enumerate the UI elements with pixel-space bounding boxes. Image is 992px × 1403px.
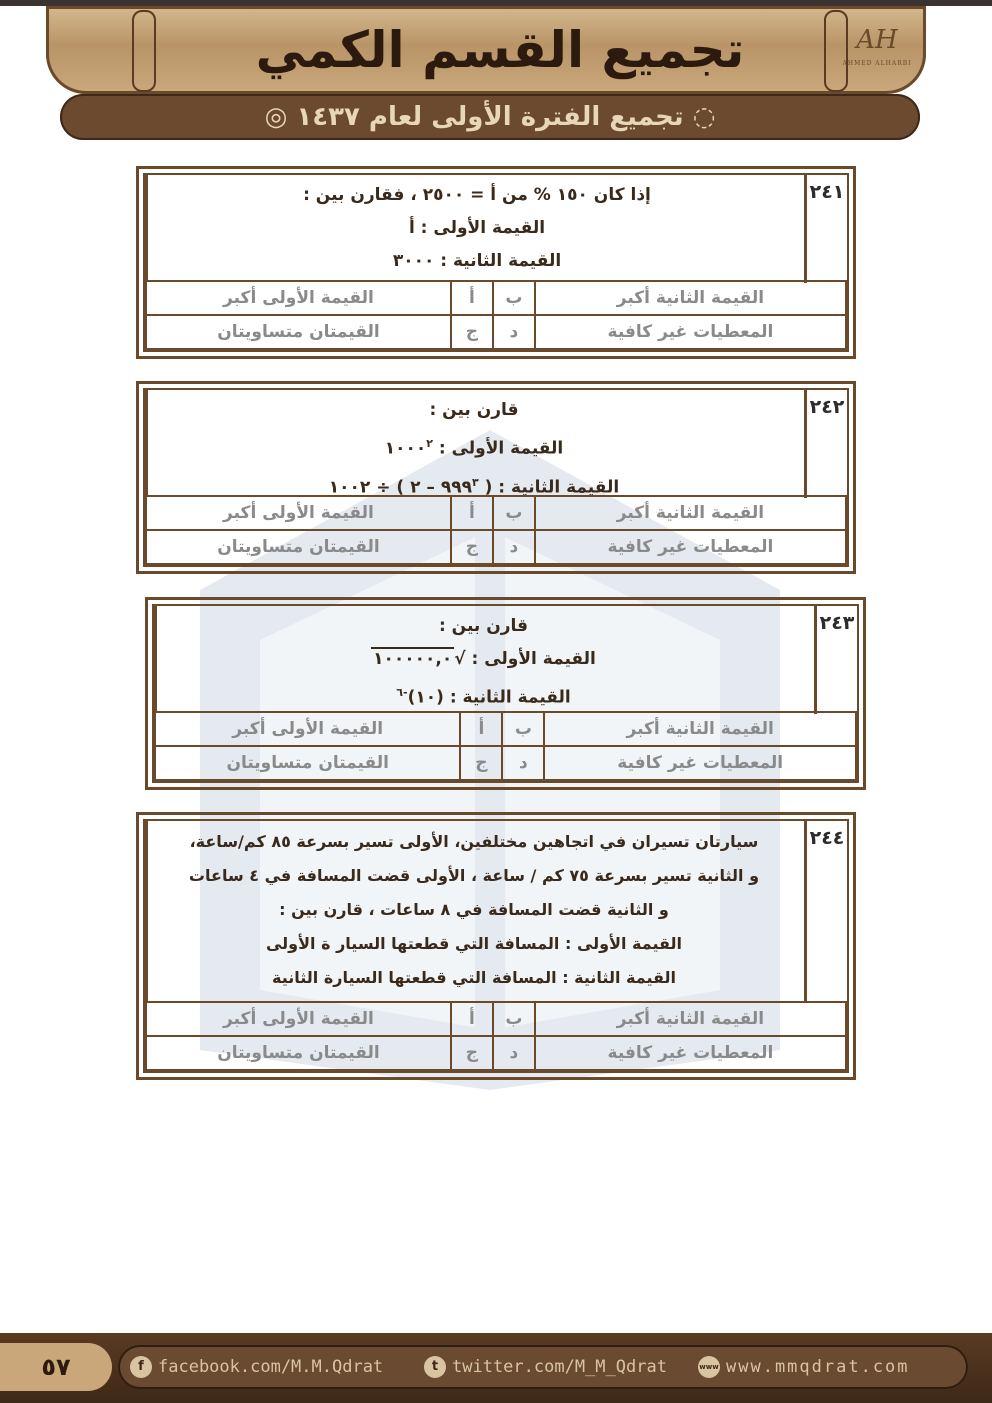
page-title: تجميع القسم الكمي [255, 21, 745, 79]
option-b-text[interactable]: القيمة الثانية أكبر [544, 712, 856, 746]
option-c-label[interactable]: ج [460, 746, 502, 780]
options-row [155, 712, 856, 746]
option-d-text[interactable]: المعطيات غير كافية [544, 746, 856, 780]
option-b-label[interactable]: ب [493, 1002, 535, 1036]
question-number: ٢٤٤ [804, 821, 847, 1003]
question-243 [145, 597, 866, 790]
scroll-ornament-left [132, 10, 156, 92]
answer-options [145, 1001, 847, 1071]
option-a-label[interactable]: أ [451, 281, 493, 315]
options-row [146, 496, 846, 530]
options-row [146, 530, 846, 564]
question-241 [136, 166, 856, 359]
question-line: القيمة الثانية : المسافة التي قطعتها السيارة الثانية [272, 968, 676, 987]
question-text [145, 390, 800, 496]
option-b-label[interactable]: ب [493, 281, 535, 315]
sqrt-radicand: ١٠٠٠٠٠,٠ [373, 649, 453, 669]
options-row [146, 1036, 846, 1070]
answer-options [154, 711, 857, 781]
option-a-label[interactable]: أ [451, 496, 493, 530]
option-a-text[interactable]: القيمة الأولى أكبر [146, 281, 451, 315]
option-a-text[interactable]: القيمة الأولى أكبر [146, 496, 451, 530]
question-text [145, 821, 800, 1001]
twitter-link[interactable] [424, 1345, 667, 1389]
question-line [148, 427, 800, 466]
question-text [154, 606, 810, 712]
question-241-frame [143, 173, 849, 352]
subtitle-bar [60, 94, 920, 140]
sqrt-symbol: √ [454, 649, 466, 669]
question-number: ٢٤٢ [804, 390, 847, 498]
answer-options [145, 280, 847, 350]
facebook-icon: f [130, 1356, 152, 1378]
exponent: ٢ [426, 437, 433, 450]
options-row [146, 315, 846, 349]
answer-options [145, 495, 847, 565]
option-d-text[interactable]: المعطيات غير كافية [535, 1036, 846, 1070]
question-line: قارن بين : [429, 400, 519, 420]
option-d-text[interactable]: المعطيات غير كافية [535, 315, 846, 349]
value-text: – ٢ ) ÷ ١٠٠٢ [328, 477, 441, 498]
value-text: القيمة الأولى : [471, 649, 596, 669]
value-text: القيمة الثانية : (١٠) [407, 687, 571, 708]
question-line: و الثانية تسير بسرعة ٧٥ كم / ساعة ، الأولى قضت المسافة في ٤ ساعات [188, 866, 760, 885]
globe-icon: www [698, 1356, 720, 1378]
option-c-text[interactable]: القيمتان متساويتان [155, 746, 460, 780]
logo-caption: AHMED ALHARBI [842, 60, 912, 67]
option-c-text[interactable]: القيمتان متساويتان [146, 1036, 451, 1070]
option-c-label[interactable]: ج [451, 530, 493, 564]
option-a-label[interactable]: أ [451, 1002, 493, 1036]
question-242-frame [143, 388, 849, 567]
value-text: القيمة الثانية : ( ٩٩٩ [440, 477, 620, 498]
option-d-label[interactable]: د [493, 315, 535, 349]
question-number: ٢٤١ [804, 175, 847, 283]
option-c-text[interactable]: القيمتان متساويتان [146, 530, 451, 564]
question-243-frame [152, 604, 859, 783]
website-link[interactable] [698, 1345, 910, 1389]
social-links-bar [118, 1345, 968, 1389]
option-c-text[interactable]: القيمتان متساويتان [146, 315, 451, 349]
logo-monogram: AH [856, 25, 898, 55]
options-row [155, 746, 856, 780]
question-line: قارن بين : [438, 616, 529, 636]
option-b-label[interactable]: ب [502, 712, 544, 746]
page-subtitle: ◌ تجميع الفترة الأولى لعام ١٤٣٧ ◎ [264, 102, 716, 132]
question-line [157, 676, 810, 715]
facebook-url: facebook.com/M.M.Qdrat [158, 1357, 384, 1377]
question-line: سيارتان تسيران في اتجاهين مختلفين، الأولى تسير بسرعة ٨٥ كم/ساعة، [189, 832, 759, 851]
option-d-label[interactable]: د [493, 1036, 535, 1070]
twitter-url: twitter.com/M_M_Qdrat [452, 1357, 667, 1377]
question-242 [136, 381, 856, 574]
author-logo [842, 20, 912, 76]
question-number: ٢٤٣ [814, 606, 857, 714]
option-d-label[interactable]: د [493, 530, 535, 564]
question-line: القيمة الثانية : ٣٠٠٠ [392, 251, 562, 271]
question-line: و الثانية قضت المسافة في ٨ ساعات ، قارن بين : [279, 900, 669, 919]
twitter-icon: t [424, 1356, 446, 1378]
exponent: ٣ [471, 475, 479, 489]
website-url: www.mmqdrat.com [726, 1357, 910, 1377]
page-number: ٥٧ [0, 1343, 112, 1391]
question-text [145, 175, 806, 281]
option-b-text[interactable]: القيمة الثانية أكبر [535, 281, 846, 315]
options-row [146, 1002, 846, 1036]
question-244-frame [143, 819, 849, 1073]
question-line [157, 643, 810, 676]
value-text: القيمة الأولى : ١٠٠٠ [384, 438, 564, 459]
question-line: إذا كان ١٥٠ % من أ = ٢٥٠٠ ، فقارن بين : [303, 185, 651, 205]
option-d-text[interactable]: المعطيات غير كافية [535, 530, 846, 564]
question-line: القيمة الأولى : أ [408, 218, 546, 238]
exponent: -٦ [396, 686, 408, 699]
option-a-text[interactable]: القيمة الأولى أكبر [155, 712, 460, 746]
question-line: القيمة الأولى : المسافة التي قطعتها السيار ة الأولى [265, 934, 683, 953]
option-a-text[interactable]: القيمة الأولى أكبر [146, 1002, 451, 1036]
option-b-text[interactable]: القيمة الثانية أكبر [535, 496, 846, 530]
option-a-label[interactable]: أ [460, 712, 502, 746]
option-c-label[interactable]: ج [451, 1036, 493, 1070]
option-b-label[interactable]: ب [493, 496, 535, 530]
option-b-text[interactable]: القيمة الثانية أكبر [535, 1002, 846, 1036]
footer [0, 1333, 992, 1403]
facebook-link[interactable] [130, 1345, 383, 1389]
option-c-label[interactable]: ج [451, 315, 493, 349]
option-d-label[interactable]: د [502, 746, 544, 780]
options-row [146, 281, 846, 315]
question-244 [136, 812, 856, 1080]
